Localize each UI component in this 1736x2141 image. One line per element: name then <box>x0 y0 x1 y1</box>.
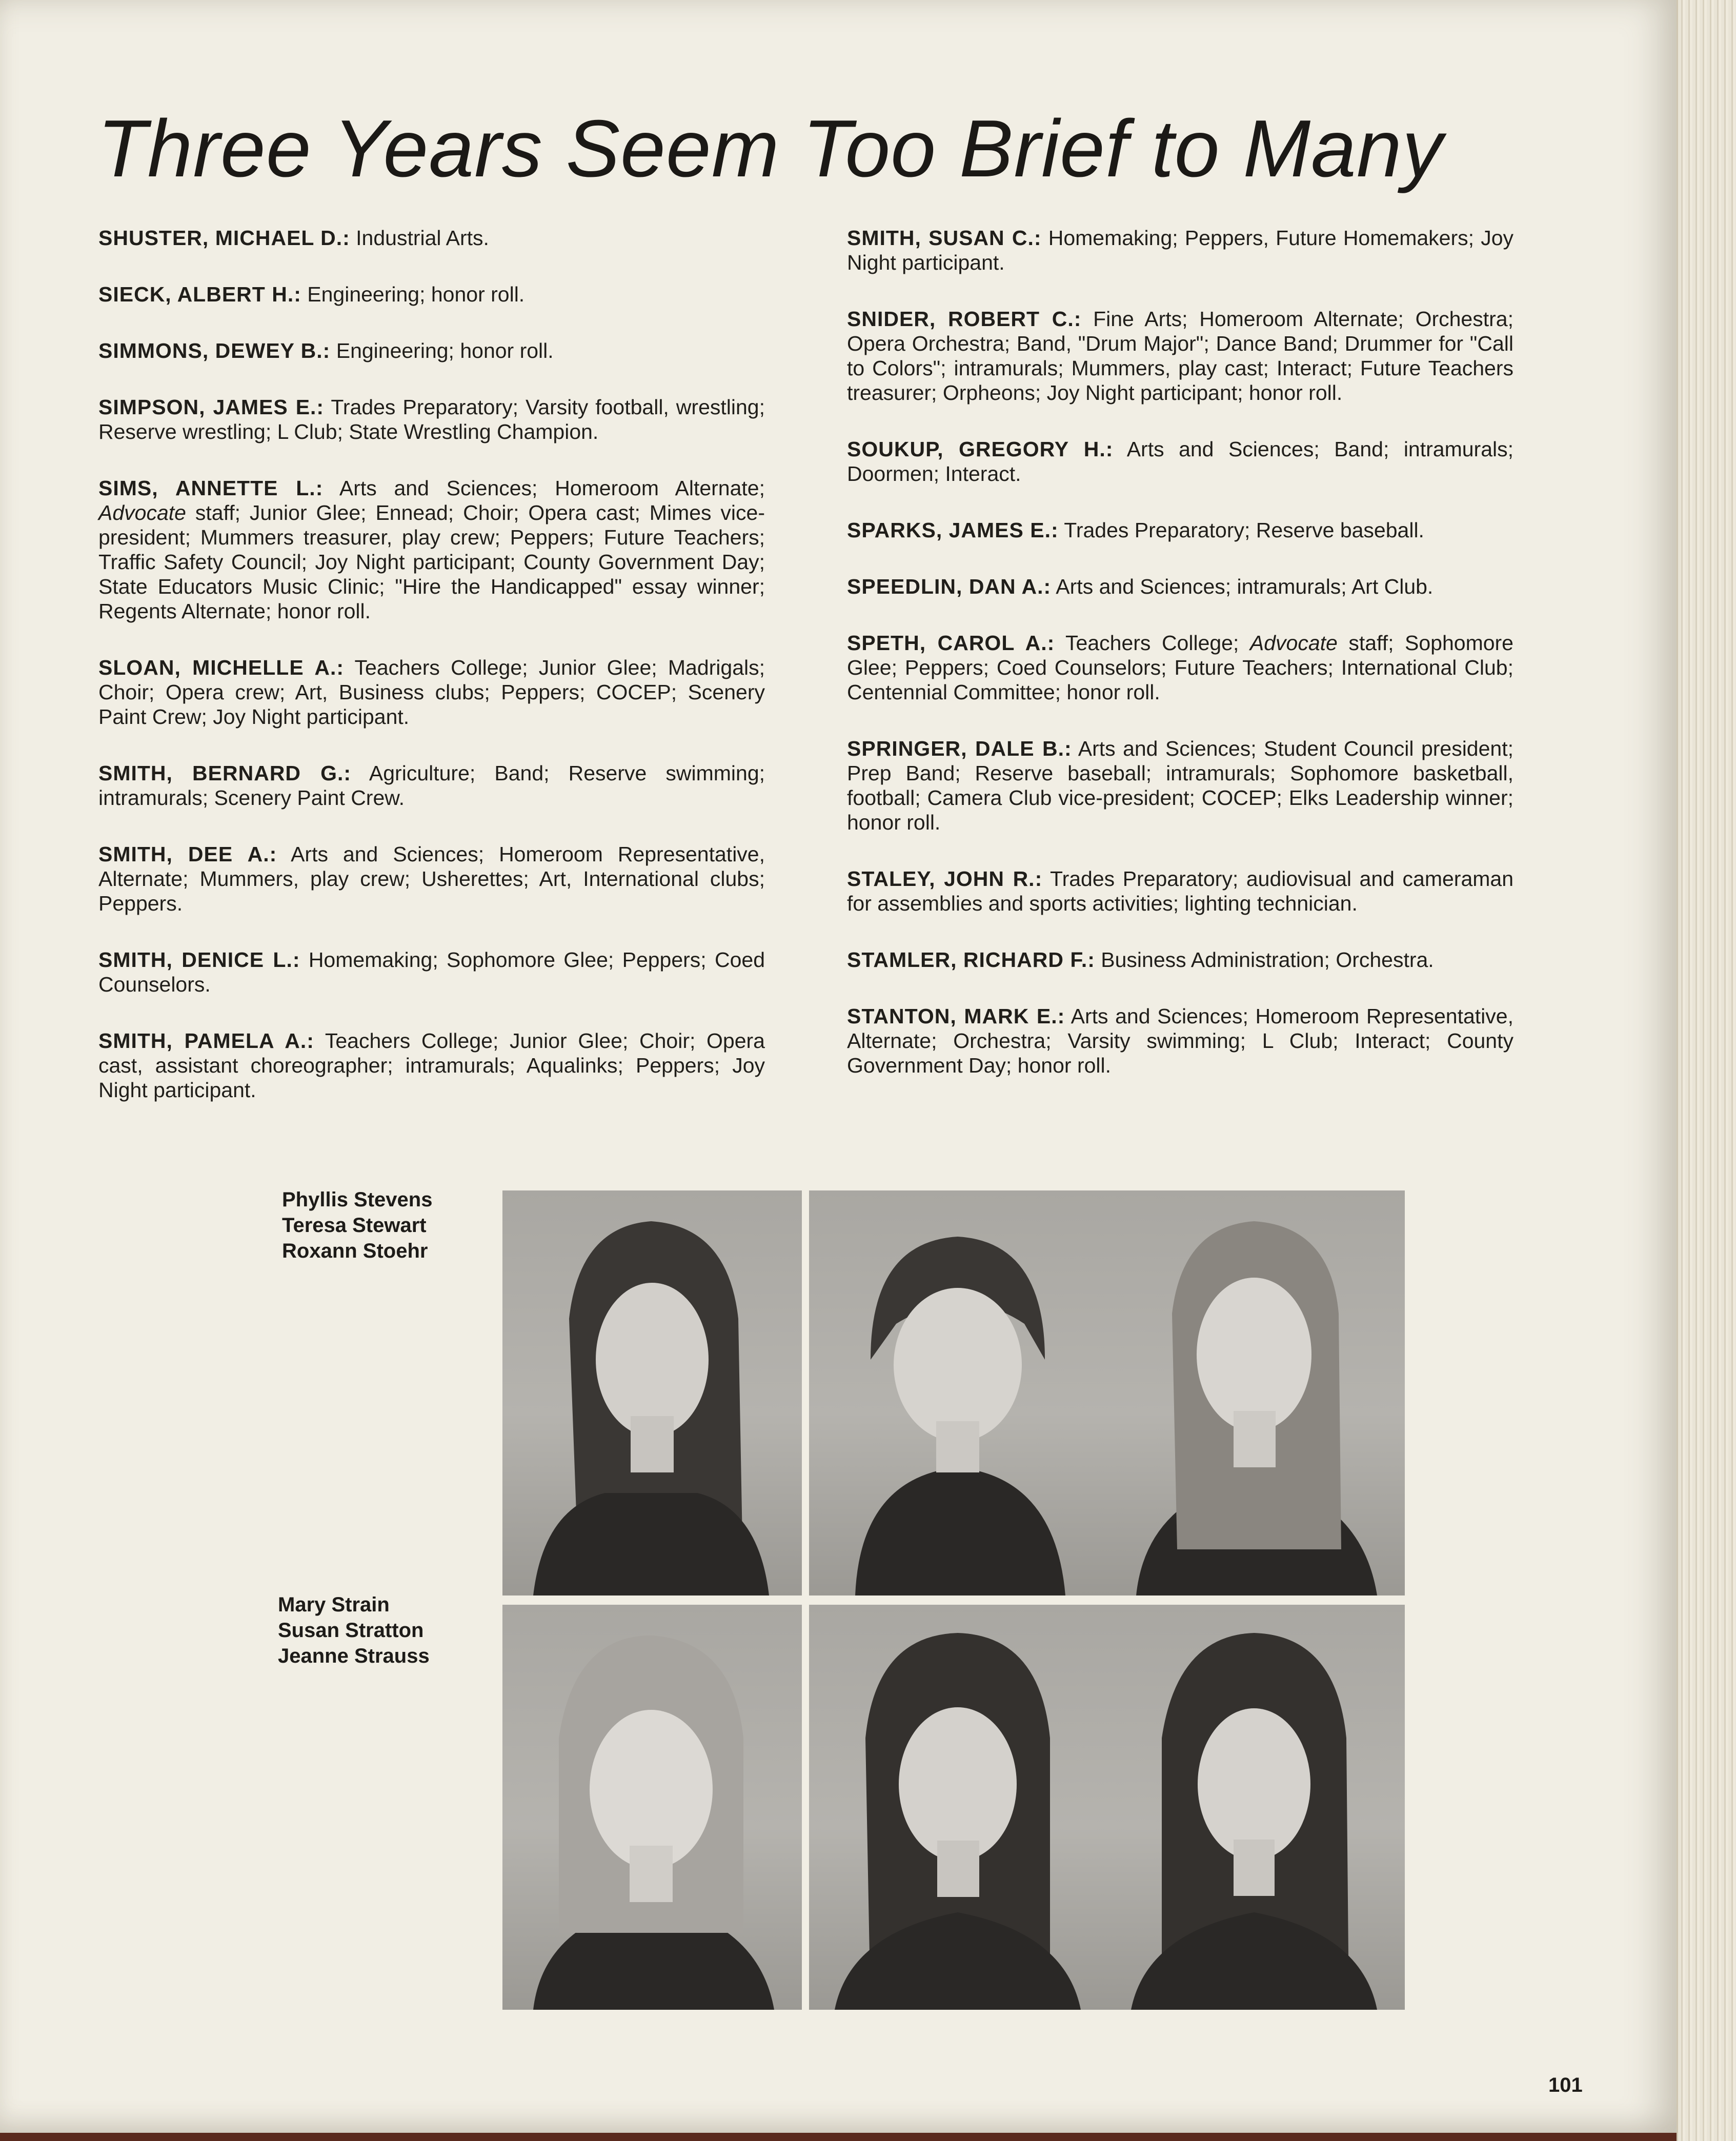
caption-name: Roxann Stoehr <box>282 1240 428 1262</box>
caption-name: Susan Stratton <box>278 1619 424 1642</box>
portrait-photo <box>1105 1190 1405 1595</box>
photo-caption-row-2 <box>278 1592 430 1669</box>
page-title: Three Years Seem Too Brief to Many <box>97 104 1443 194</box>
portrait-photo <box>1105 1605 1405 2010</box>
portrait-photo <box>502 1605 802 2010</box>
student-entry: SIMS, ANNETTE L.: Arts and Sciences; Homeroom Alternate; Advocate staff; Junior Glee; Ennead; Choir; Opera cast; Mimes vice-president; Mummers treasurer, play crew; Peppers; Future Teachers; Traffic Safety Council; Joy Night participant; County Government Day; State Educators Music Clinic; "Hire the Handicapped" essay winner; Regents Alternate; honor roll. <box>98 476 765 623</box>
student-entry: SMITH, DENICE L.: Homemaking; Sophomore Glee; Peppers; Coed Counselors. <box>98 948 765 996</box>
student-entry: SLOAN, MICHELLE A.: Teachers College; Junior Glee; Madrigals; Choir; Opera crew; Art, Business clubs; Peppers; COCEP; Scenery Paint Crew; Joy Night participant. <box>98 656 765 729</box>
caption-name: Teresa Stewart <box>282 1214 427 1237</box>
student-entry: SMITH, SUSAN C.: Homemaking; Peppers, Future Homemakers; Joy Night participant. <box>847 226 1513 274</box>
student-entry: SPARKS, JAMES E.: Trades Preparatory; Reserve baseball. <box>847 518 1424 542</box>
page-edge <box>1677 0 1736 2141</box>
right-column <box>847 226 1513 1109</box>
student-entry: SIECK, ALBERT H.: Engineering; honor roll. <box>98 282 525 306</box>
student-entry: SOUKUP, GREGORY H.: Arts and Sciences; Band; intramurals; Doormen; Interact. <box>847 437 1513 486</box>
caption-name: Phyllis Stevens <box>282 1188 433 1211</box>
portrait-photo <box>502 1190 802 1595</box>
student-entry: STANTON, MARK E.: Arts and Sciences; Homeroom Representative, Alternate; Orchestra; Varsity swimming; L Club; Interact; County Government Day; honor roll. <box>847 1004 1513 1077</box>
student-entry: SPRINGER, DALE B.: Arts and Sciences; Student Council president; Prep Band; Reserve baseball; intramurals; Sophomore basketball, football; Camera Club vice-president; COCEP; Elks Leadership winner; honor roll. <box>847 737 1513 834</box>
caption-name: Jeanne Strauss <box>278 1645 430 1667</box>
student-entry: SIMPSON, JAMES E.: Trades Preparatory; Varsity football, wrestling; Reserve wrestling; L Club; State Wrestling Champion. <box>98 395 765 443</box>
student-entry: SNIDER, ROBERT C.: Fine Arts; Homeroom Alternate; Orchestra; Opera Orchestra; Band, "Drum Major"; Dance Band; Drummer for "Call to Colors"; intramurals; Mummers, play cast; Interact; Future Teachers treasurer; Orpheons; Joy Night participant; honor roll. <box>847 307 1513 405</box>
student-entry: SMITH, DEE A.: Arts and Sciences; Homeroom Representative, Alternate; Mummers, play crew; Usherettes; Art, International clubs; Peppers. <box>98 842 765 915</box>
portrait-photo <box>809 1190 1108 1595</box>
student-entry: SMITH, PAMELA A.: Teachers College; Junior Glee; Choir; Opera cast, assistant choreographer; intramurals; Aqualinks; Peppers; Joy Night participant. <box>98 1029 765 1102</box>
page-number: 101 <box>1548 2074 1583 2096</box>
student-entry: SMITH, BERNARD G.: Agriculture; Band; Reserve swimming; intramurals; Scenery Paint Crew. <box>98 761 765 810</box>
photo-caption-row-1 <box>282 1187 432 1264</box>
student-entry: SPEEDLIN, DAN A.: Arts and Sciences; intramurals; Art Club. <box>847 575 1434 598</box>
student-entry: SHUSTER, MICHAEL D.: Industrial Arts. <box>98 226 489 250</box>
student-entry: SIMMONS, DEWEY B.: Engineering; honor roll. <box>98 339 554 362</box>
portrait-photo <box>809 1605 1108 2010</box>
student-entry: SPETH, CAROL A.: Teachers College; Advocate staff; Sophomore Glee; Peppers; Coed Counselors; Future Teachers; International Club; Centennial Committee; honor roll. <box>847 631 1513 704</box>
left-column <box>98 226 765 1134</box>
student-entry: STALEY, JOHN R.: Trades Preparatory; audiovisual and cameraman for assemblies and sports activities; lighting technician. <box>847 867 1513 915</box>
student-entry: STAMLER, RICHARD F.: Business Administration; Orchestra. <box>847 948 1434 972</box>
caption-name: Mary Strain <box>278 1593 390 1616</box>
